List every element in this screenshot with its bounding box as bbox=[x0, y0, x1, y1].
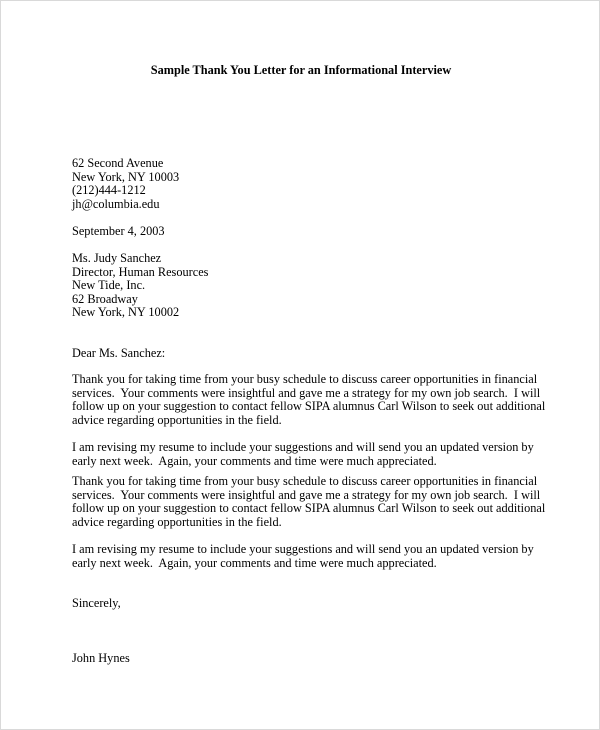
paragraph-line: advice regarding opportunities in the field. bbox=[72, 412, 282, 427]
recipient-address bbox=[72, 252, 542, 320]
paragraph-line: Thank you for taking time from your busy schedule to discuss career opportunities in financial bbox=[72, 474, 538, 488]
paragraph-line: advice regarding opportunities in the field. bbox=[72, 514, 282, 529]
recipient-street: 62 Broadway bbox=[72, 291, 138, 306]
sender-city: New York, NY 10003 bbox=[72, 169, 180, 184]
recipient-company: New Tide, Inc. bbox=[72, 278, 146, 293]
signature-name: John Hynes bbox=[72, 651, 130, 665]
body-paragraph bbox=[72, 474, 546, 529]
sender-email: jh@columbia.edu bbox=[72, 196, 160, 211]
paragraph-line: Thank you for taking time from your busy schedule to discuss career opportunities in financial bbox=[72, 372, 538, 386]
closing-block bbox=[72, 597, 542, 611]
body-paragraph bbox=[72, 543, 542, 570]
paragraph-line: services. Your comments were insightful and gave me a strategy for my own job search. I will bbox=[72, 487, 541, 502]
salutation-block bbox=[72, 347, 542, 361]
paragraph-line: follow up on your suggestion to contact fellow SIPA alumnus Carl Wilson to seek out additional bbox=[72, 399, 546, 414]
paragraph-line: follow up on your suggestion to contact fellow SIPA alumnus Carl Wilson to seek out additional bbox=[72, 501, 546, 516]
body-paragraph bbox=[72, 372, 546, 427]
body-paragraph bbox=[72, 441, 542, 468]
closing: Sincerely, bbox=[72, 596, 121, 610]
letter-date-block bbox=[72, 225, 542, 239]
document-title: Sample Thank You Letter for an Informational Interview bbox=[150, 63, 452, 77]
salutation: Dear Ms. Sanchez: bbox=[72, 346, 166, 360]
paragraph-line: early next week. Again, your comments and time were much appreciated. bbox=[72, 453, 437, 468]
recipient-name: Ms. Judy Sanchez bbox=[72, 251, 162, 265]
paragraph-line: early next week. Again, your comments and time were much appreciated. bbox=[72, 555, 437, 570]
sender-phone: (212)444-1212 bbox=[72, 183, 146, 198]
recipient-title: Director, Human Resources bbox=[72, 264, 209, 279]
paragraph-line: services. Your comments were insightful and gave me a strategy for my own job search. I will bbox=[72, 385, 541, 400]
recipient-city: New York, NY 10002 bbox=[72, 305, 180, 320]
paragraph-line: I am revising my resume to include your suggestions and will send you an updated version by bbox=[72, 440, 534, 454]
letter-date: September 4, 2003 bbox=[72, 224, 165, 238]
signature-block bbox=[72, 652, 542, 666]
sender-street: 62 Second Avenue bbox=[72, 156, 164, 170]
sender-address bbox=[72, 157, 542, 211]
paragraph-line: I am revising my resume to include your suggestions and will send you an updated version by bbox=[72, 542, 534, 556]
